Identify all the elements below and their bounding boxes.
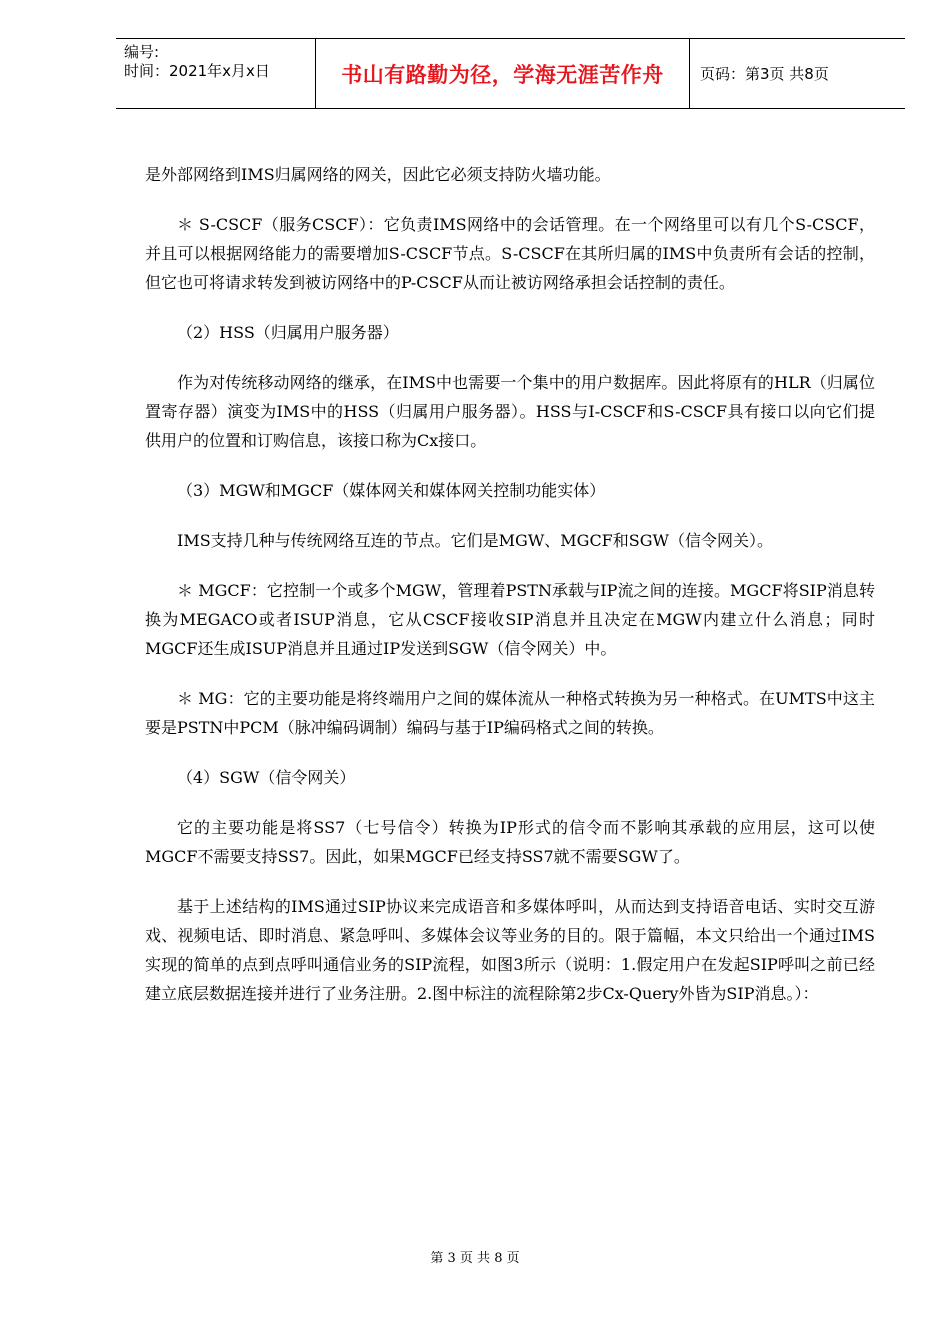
body-paragraph: ＊ MGCF：它控制一个或多个MGW，管理着PSTN承载与IP流之间的连接。MGCF将SIP消息转换为MEGACO或者ISUP消息，它从CSCF接收SIP消息并且决定在MGW内建立什么消息；同时MGCF还生成ISUP消息并且通过IP发送到SGW（信令网关）中。 <box>145 581 875 658</box>
section-heading: （3）MGW和MGCF（媒体网关和媒体网关控制功能实体） <box>177 481 606 500</box>
body-paragraph: 它的主要功能是将SS7（七号信令）转换为IP形式的信令而不影响其承载的应用层，这可以使MGCF不需要支持SS7。因此，如果MGCF已经支持SS7就不需要SGW了。 <box>145 818 875 866</box>
body-paragraph: 作为对传统移动网络的继承，在IMS中也需要一个集中的用户数据库。因此将原有的HLR（归属位置寄存器）演变为IMS中的HSS（归属用户服务器）。HSS与I-CSCF和S-CSCF具有接口以向它们提供用户的位置和订购信息，该接口称为Cx接口。 <box>145 373 875 450</box>
header-motto: 书山有路勤为径，学海无涯苦作舟 <box>316 39 690 108</box>
page-footer: 第 3 页 共 8 页 <box>430 1251 520 1266</box>
header-page-info: 页码：第3页 共8页 <box>700 65 829 83</box>
document-time-label: 时间：2021年x月x日 <box>124 62 270 80</box>
section-heading: （2）HSS（归属用户服务器） <box>177 323 399 342</box>
body-paragraph: 基于上述结构的IMS通过SIP协议来完成语音和多媒体呼叫，从而达到支持语音电话、实时交互游戏、视频电话、即时消息、紧急呼叫、多媒体会议等业务的目的。限于篇幅，本文只给出一个通过IMS实现的简单的点到点呼叫通信业务的SIP流程，如图3所示（说明：1.假定用户在发起SIP呼叫之前已经建立底层数据连接并进行了业务注册。2.图中标注的流程除第2步Cx-Query外皆为SIP消息。）： <box>145 897 875 1003</box>
body-paragraph: 是外部网络到IMS归属网络的网关，因此它必须支持防火墙功能。 <box>145 165 611 184</box>
header-meta <box>116 39 316 108</box>
section-heading: （4）SGW（信令网关） <box>177 768 356 787</box>
body-paragraph: IMS支持几种与传统网络互连的节点。它们是MGW、MGCF和SGW（信令网关）。 <box>177 531 773 550</box>
page-header <box>116 38 905 109</box>
body-paragraph: ＊ S-CSCF（服务CSCF）：它负责IMS网络中的会话管理。在一个网络里可以有几个S-CSCF，并且可以根据网络能力的需要增加S-CSCF节点。S-CSCF在其所归属的IMS中负责所有会话的控制，但它也可将请求转发到被访网络中的P-CSCF从而让被访网络承担会话控制的责任。 <box>145 215 875 292</box>
document-number-label: 编号: <box>124 43 160 61</box>
body-paragraph: ＊ MG：它的主要功能是将终端用户之间的媒体流从一种格式转换为另一种格式。在UMTS中这主要是PSTN中PCM（脉冲编码调制）编码与基于IP编码格式之间的转换。 <box>145 689 875 737</box>
document-body <box>145 160 875 1029</box>
